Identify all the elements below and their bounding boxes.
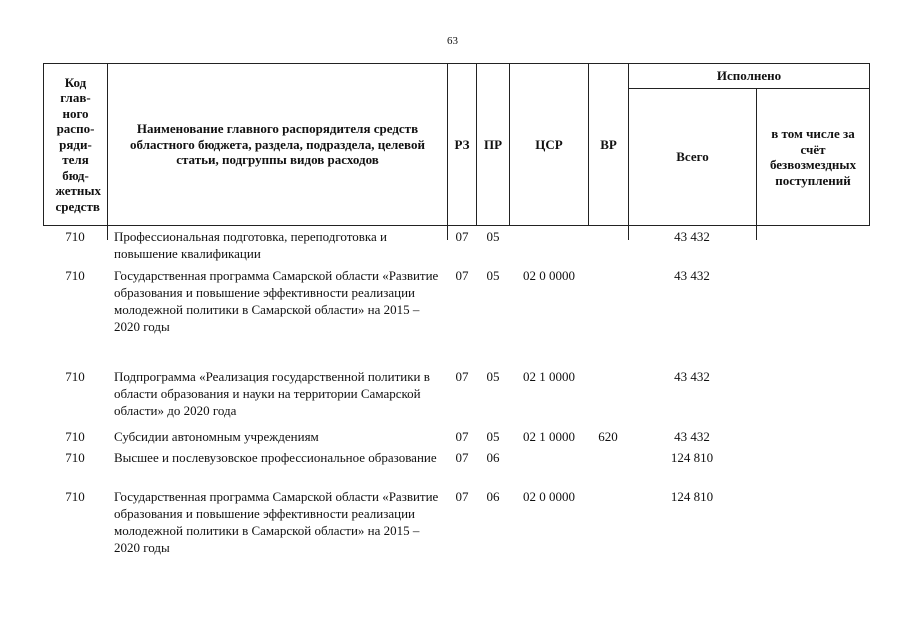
cell-total: 124 810 xyxy=(670,489,714,504)
cell-code: 710 xyxy=(65,450,85,465)
header-name xyxy=(108,64,448,225)
cell-total: 43 432 xyxy=(674,369,710,384)
header-code xyxy=(44,64,108,225)
cell-name: Субсидии автономным учреждениям xyxy=(114,429,319,444)
header-csr xyxy=(510,64,589,225)
header-vr-label: ВР xyxy=(600,136,617,152)
cell-name: Государственная программа Самарской области «Развитие образования и повышение эффективности реализации молодежной политики в Самарской области» на 2015 – 2020 годы xyxy=(114,268,439,334)
cell-rz: 07 xyxy=(455,268,469,283)
cell-name: Высшее и послевузовское профессиональное образование xyxy=(114,450,437,465)
cell-pr: 06 xyxy=(486,450,500,465)
cell-code: 710 xyxy=(65,369,85,384)
cell-code: 710 xyxy=(65,229,85,244)
header-vr xyxy=(589,64,629,225)
header-pr xyxy=(477,64,510,225)
cell-pr: 05 xyxy=(486,268,500,283)
cell-rz: 07 xyxy=(455,450,469,465)
cell-pr: 05 xyxy=(486,369,500,384)
cell-rz: 07 xyxy=(455,429,469,444)
cell-name: Профессиональная подготовка, переподготовка и повышение квалификации xyxy=(114,229,387,261)
cell-vr: 620 xyxy=(598,429,618,444)
cell-csr: 02 1 0000 xyxy=(523,429,575,444)
cell-csr: 02 1 0000 xyxy=(523,369,575,384)
cell-csr: 02 0 0000 xyxy=(523,489,575,504)
header-free xyxy=(757,89,869,225)
cell-pr: 06 xyxy=(486,489,500,504)
cell-total: 43 432 xyxy=(674,429,710,444)
cell-name: Государственная программа Самарской области «Развитие образования и повышение эффективности реализации молодежной политики в Самарской области» на 2015 – 2020 годы xyxy=(114,489,439,555)
page-number: 63 xyxy=(447,35,458,47)
header-rz xyxy=(448,64,477,225)
header-total-label: Всего xyxy=(676,149,709,165)
cell-total: 43 432 xyxy=(674,268,710,283)
cell-rz: 07 xyxy=(455,369,469,384)
rule-line xyxy=(107,226,108,240)
cell-rz: 07 xyxy=(455,229,469,244)
cell-code: 710 xyxy=(65,429,85,444)
table-header xyxy=(43,63,870,226)
header-csr-label: ЦСР xyxy=(535,136,563,152)
cell-csr: 02 0 0000 xyxy=(523,268,575,283)
cell-pr: 05 xyxy=(486,229,500,244)
cell-rz: 07 xyxy=(455,489,469,504)
cell-code: 710 xyxy=(65,268,85,283)
header-rz-label: РЗ xyxy=(454,136,470,152)
header-free-label: в том числе за счёт безвозмездных поступлений xyxy=(769,126,857,188)
cell-total: 124 810 xyxy=(670,450,714,465)
cell-total: 43 432 xyxy=(674,229,710,244)
rule-line xyxy=(756,226,757,240)
cell-code: 710 xyxy=(65,489,85,504)
header-code-label: Код глав-ного распо-ряди-теля бюд-жетных средств xyxy=(55,74,102,214)
cell-name: Подпрограмма «Реализация государственной политики в области образования и науки на территории Самарской области» до 2020 года xyxy=(114,369,430,418)
header-name-label: Наименование главного распорядителя средств областного бюджета, раздела, подраздела, целевой статьи, подгруппы видов расходов xyxy=(130,121,425,168)
header-total xyxy=(629,89,757,225)
header-pr-label: ПР xyxy=(483,136,503,152)
cell-pr: 05 xyxy=(486,429,500,444)
header-ispolneno: Исполнено xyxy=(629,64,869,89)
